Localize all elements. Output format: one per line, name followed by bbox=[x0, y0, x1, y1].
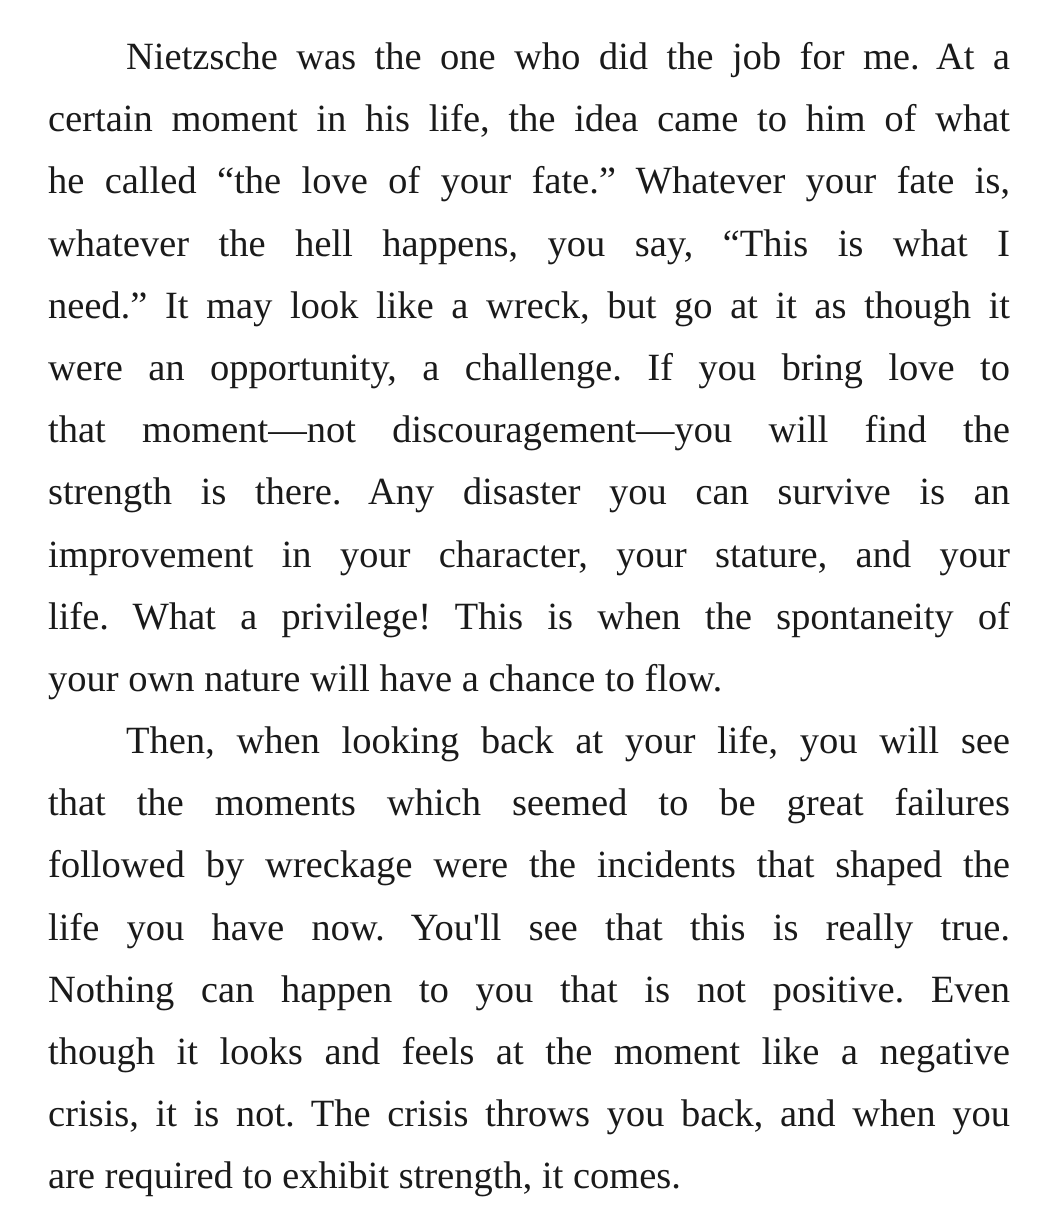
text-line: that moment—not discouragement—you will find the bbox=[48, 409, 1010, 452]
text-line: life you have now. You'll see that this is really true. bbox=[48, 906, 1010, 949]
text-line: though it looks and feels at the moment like a negative bbox=[48, 1031, 1010, 1073]
text-line: followed by wreckage were the incidents that shaped the bbox=[48, 844, 1010, 887]
text-line: crisis, it is not. The crisis throws you back, and when you bbox=[48, 1093, 1010, 1136]
text-line: your own nature will have a chance to flow. bbox=[48, 657, 723, 700]
text-line: need.” It may look like a wreck, but go at it as though it bbox=[48, 284, 1010, 327]
text-line: Nothing can happen to you that is not positive. Even bbox=[48, 968, 1010, 1011]
text-line: improvement in your character, your stature, and your bbox=[48, 533, 1010, 576]
book-page bbox=[48, 26, 1010, 1208]
text-line: whatever the hell happens, you say, “This is what I bbox=[48, 222, 1010, 265]
text-line: strength is there. Any disaster you can survive is an bbox=[48, 471, 1010, 514]
text-line: he called “the love of your fate.” Whatever your fate is, bbox=[48, 160, 1010, 203]
text-line: certain moment in his life, the idea came to him of what bbox=[48, 98, 1010, 141]
paragraph-1 bbox=[48, 26, 1010, 710]
text-line: that the moments which seemed to be great failures bbox=[48, 782, 1010, 825]
paragraph-2 bbox=[48, 710, 1010, 1208]
text-line: life. What a privilege! This is when the spontaneity of bbox=[48, 595, 1010, 638]
text-line: Nietzsche was the one who did the job for me. At a bbox=[126, 36, 1010, 78]
text-line: were an opportunity, a challenge. If you bring love to bbox=[48, 346, 1010, 389]
text-line: are required to exhibit strength, it comes. bbox=[48, 1155, 681, 1198]
text-line: Then, when looking back at your life, you will see bbox=[126, 720, 1010, 763]
